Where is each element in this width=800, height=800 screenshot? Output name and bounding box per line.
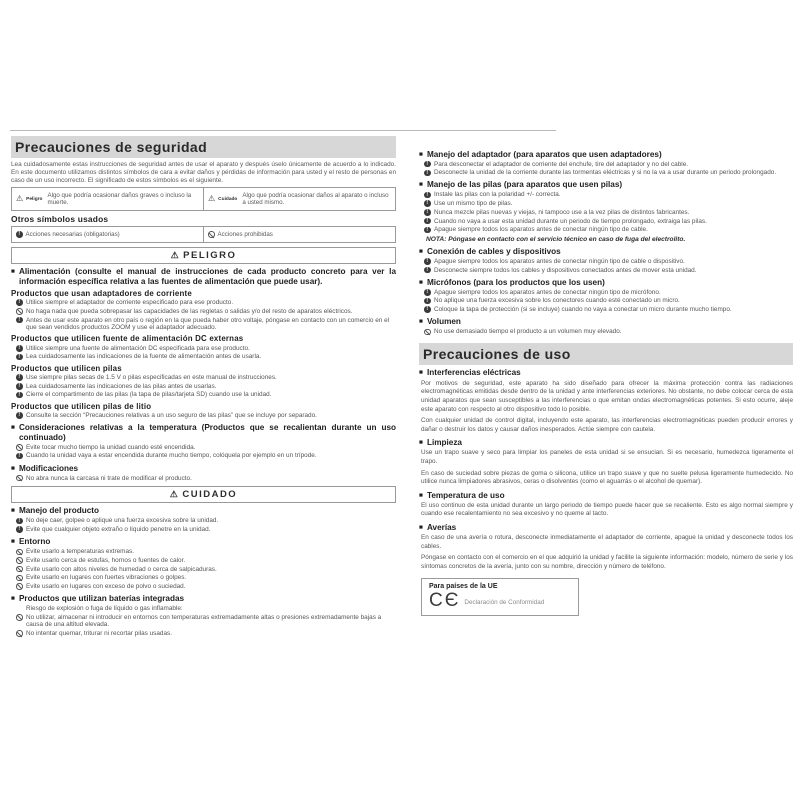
list-item-text: Desconecte siempre todos los cables y dispositivos conectados antes de mover esta unidad. — [434, 266, 697, 274]
mandatory-action-icon: ! — [424, 306, 431, 313]
body-paragraph: Con cualquier unidad de control digital, incluyendo este aparato, las interferencias electromagnéticas pueden producir errores y dañar o destruir los datos y causar daños inesperados. Actúe siempre con cautela. — [421, 417, 793, 434]
symbol-definition-table — [11, 226, 396, 243]
section-heading — [419, 491, 793, 501]
mandatory-action-icon: ! — [16, 354, 23, 361]
mandatory-action-icon: ! — [424, 258, 431, 265]
list-item-text: Instale las pilas con la polaridad +/- correcta. — [434, 191, 561, 199]
prohibited-action-icon — [16, 583, 23, 590]
section-heading — [419, 278, 793, 288]
section-square-icon: ■ — [11, 464, 15, 472]
alert-bar-label: PELIGRO — [183, 249, 237, 261]
list-item — [16, 317, 396, 332]
mandatory-action-icon: ! — [16, 231, 23, 238]
section-square-icon: ■ — [419, 278, 423, 286]
section-square-icon: ■ — [419, 439, 423, 447]
list-item — [424, 289, 793, 297]
prohibited-action-icon — [208, 231, 215, 238]
list-item — [424, 200, 793, 208]
warning-triangle-icon: ⚠ — [16, 194, 24, 203]
list-item-text: No use demasiado tiempo el producto a un volumen muy elevado. — [434, 328, 622, 336]
mandatory-action-icon: ! — [424, 170, 431, 177]
section-heading-text: Modificaciones — [18, 463, 79, 473]
mandatory-action-icon: ! — [16, 453, 23, 460]
prohibited-action-icon — [16, 308, 23, 315]
prohibited-action-icon — [424, 329, 431, 336]
body-paragraph: El uso continuo de esta unidad durante un largo periodo de tiempo puede hacer que se recaliente. Esto es algo normal siempre y cuando ese recalentamiento no sea excesivo y no queme al tacto. — [421, 501, 793, 518]
section-square-icon: ■ — [419, 318, 423, 326]
list-item-text: Utilice siempre una fuente de alimentación DC especificada para ese producto. — [26, 344, 250, 352]
list-item-text: Desconecte la unidad de la corriente durante las tormentas eléctricas y si no la va a usar durante un periodo prolongado. — [434, 169, 777, 177]
list-item-text: Lea cuidadosamente las indicaciones de las pilas antes de usarlas. — [26, 382, 217, 390]
list-item-text: No utilizar, almacenar ni introducir en entornos con temperaturas extremadamente altas o presiones extremadamente bajas a causa de una altitud elevada. — [26, 613, 382, 629]
list-item — [424, 267, 793, 275]
mandatory-action-icon: ! — [424, 227, 431, 234]
ce-mark: CЄ — [429, 589, 461, 611]
section-square-icon: ■ — [11, 595, 15, 603]
list-item — [424, 297, 793, 305]
list-item-text: No deje caer, golpee o aplique una fuerza excesiva sobre la unidad. — [26, 517, 219, 525]
list-item-text: Evite que cualquier objeto extraño o líquido penetre en la unidad. — [26, 526, 211, 534]
list-item — [16, 452, 396, 460]
section-heading — [11, 537, 396, 547]
list-item-text: Evite usarlo a temperaturas extremas. — [26, 548, 134, 556]
symbol-definition-cell — [12, 188, 203, 210]
list-item-text: No abra nunca la carcasa ni trate de modificar el producto. — [26, 474, 192, 482]
mandatory-action-icon: ! — [16, 518, 23, 525]
section-heading — [419, 247, 793, 257]
note-text: NOTA: Póngase en contacto con el servicio técnico en caso de fuga del electrolito. — [426, 236, 686, 244]
section-square-icon: ■ — [419, 523, 423, 531]
symbol-label: Cuidado — [218, 196, 238, 202]
caution-bar — [11, 486, 396, 503]
body-paragraph: Use un trapo suave y seco para limpiar los paneles de esta unidad si se ensucian. Si es necesario, humedezca ligeramente el trapo. — [421, 449, 793, 466]
list-item-text: Cierre el compartimento de las pilas (la tapa de pilas/tarjeta SD) cuando use la unidad. — [26, 391, 272, 399]
list-item — [424, 258, 793, 266]
mandatory-action-icon: ! — [16, 383, 23, 390]
mandatory-action-icon: ! — [16, 345, 23, 352]
list-item — [424, 306, 793, 314]
section-square-icon: ■ — [419, 247, 423, 255]
prohibited-action-icon — [16, 557, 23, 564]
list-item-text: Riesgo de explosión o fuga de líquido o gas inflamable: — [26, 605, 183, 613]
mandatory-action-icon: ! — [424, 161, 431, 168]
section-heading-text: Productos que utilizan baterías integradas — [18, 594, 185, 604]
list-item — [16, 630, 396, 638]
subsection-heading: Productos que utilicen fuente de alimentación DC externas — [11, 334, 244, 344]
eu-compliance-box — [421, 578, 579, 616]
section-square-icon: ■ — [11, 538, 15, 546]
list-item-text: Coloque la tapa de protección (si se incluye) cuando no vaya a conectar un micro durante mucho tiempo. — [434, 306, 732, 314]
list-item — [424, 218, 793, 226]
list-item — [16, 444, 396, 452]
symbol-label: Peligro — [26, 196, 43, 202]
list-item — [424, 169, 793, 177]
danger-bar — [11, 247, 396, 264]
list-item — [424, 226, 793, 234]
symbol-definition-cell — [12, 227, 203, 242]
symbol-definition-cell — [203, 227, 395, 242]
list-item-text: No haga nada que pueda sobrepasar las capacidades de las regletas o salidas y/o del resto de aparatos eléctricos. — [26, 307, 353, 315]
subsection-heading: Otros símbolos usados — [11, 214, 109, 224]
body-paragraph: Póngase en contacto con el comercio en el que adquirió la unidad y facilite la siguiente información: modelo, número de serie y los síntomas concretos de la avería, junto con su nombre, dirección y número de teléfono. — [421, 553, 793, 570]
list-item — [16, 383, 396, 391]
mandatory-action-icon: ! — [424, 267, 431, 274]
list-item-text: Utilice siempre el adaptador de corriente especificado para ese producto. — [26, 299, 234, 307]
list-item-text: Apague siempre todos los aparatos antes de conectar ningún tipo de cable o dispositivo. — [434, 257, 685, 265]
list-item-text: No aplique una fuerza excesiva sobre los conectores cuando esté conectado un micro. — [434, 297, 680, 305]
section-heading-text: Micrófonos (para los productos que los usen) — [426, 277, 605, 287]
list-item — [16, 412, 396, 420]
section-heading-text: Interferencias eléctricas — [426, 368, 521, 378]
section-heading-text: Volumen — [426, 317, 461, 327]
list-item-text: Para desconectar el adaptador de corriente del enchufe, tire del adaptador y no del cable. — [434, 160, 689, 168]
list-item — [16, 345, 396, 353]
symbol-description: Algo que podría ocasionar daños graves o incluso la muerte. — [47, 191, 192, 206]
list-item — [424, 328, 793, 336]
mandatory-action-icon: ! — [424, 209, 431, 216]
section-heading — [11, 464, 396, 474]
prohibited-action-icon — [16, 444, 23, 451]
symbol-description: Acciones necesarias (obligatorias) — [25, 230, 120, 238]
list-item — [16, 574, 396, 582]
list-item-text: Antes de usar este aparato en otro país o región en la que pueda haber otro voltaje, póngase en contacto con un comercio en el que sean vendidos productos ZOOM y use el adaptador adecuado. — [26, 316, 390, 332]
prohibited-action-icon — [16, 549, 23, 556]
list-item — [26, 605, 396, 613]
list-item — [16, 583, 396, 591]
mandatory-action-icon: ! — [424, 218, 431, 225]
subsection-heading: Productos que utilicen pilas de litio — [11, 401, 152, 411]
prohibited-action-icon — [16, 575, 23, 582]
mandatory-action-icon: ! — [16, 317, 23, 324]
section-square-icon: ■ — [11, 268, 15, 275]
section-heading-text: Manejo del producto — [18, 506, 99, 516]
list-item-text: Lea cuidadosamente las indicaciones de la fuente de alimentación antes de usarla. — [26, 353, 262, 361]
section-heading — [11, 267, 396, 286]
prohibited-action-icon — [16, 475, 23, 482]
list-item-text: Apague siempre todos los aparatos antes de conectar ningún tipo de cable. — [434, 226, 648, 234]
section-heading — [419, 317, 793, 327]
warning-triangle-icon: ⚠ — [208, 194, 216, 203]
warning-triangle-icon: ⚠ — [170, 249, 181, 260]
list-item-text: Cuando la unidad vaya a estar encendida durante mucho tiempo, colóquela por ejemplo en un trípode. — [26, 452, 317, 460]
section-heading-text: Consideraciones relativas a la temperatura (Productos que se recalientan durante un uso continuado) — [18, 423, 396, 442]
list-item — [424, 161, 793, 169]
mandatory-action-icon: ! — [424, 298, 431, 305]
list-item-text: Apague siempre todos los aparatos antes de conectar ningún tipo de micrófono. — [434, 288, 661, 296]
list-item-text: Evite usarlo con altos niveles de humedad o cerca de salpicaduras. — [26, 565, 217, 573]
page-divider-rule — [10, 130, 556, 131]
section-heading — [419, 180, 793, 190]
list-item — [16, 548, 396, 556]
right-column — [419, 146, 793, 616]
section-heading — [11, 506, 396, 516]
mandatory-action-icon: ! — [16, 412, 23, 419]
section-square-icon: ■ — [419, 491, 423, 499]
list-item — [16, 391, 396, 399]
mandatory-action-icon: ! — [16, 299, 23, 306]
list-item-text: Evite tocar mucho tiempo la unidad cuando esté encendida. — [26, 443, 196, 451]
section-title-bar: Precauciones de seguridad — [11, 136, 396, 158]
list-item-text: Evite usarlo cerca de estufas, hornos o fuentes de calor. — [26, 556, 186, 564]
list-item-text: Use siempre pilas secas de 1.5 V o pilas especificadas en este manual de instrucciones. — [26, 374, 277, 382]
section-heading-text: Conexión de cables y dispositivos — [426, 246, 561, 256]
list-item-text: No intentar quemar, triturar ni recortar pilas usadas. — [26, 630, 172, 638]
section-heading-text: Limpieza — [426, 438, 462, 448]
section-heading — [419, 368, 793, 378]
warning-triangle-icon: ⚠ — [169, 488, 180, 499]
symbol-definition-cell — [203, 188, 395, 210]
section-heading — [419, 523, 793, 533]
body-paragraph: En caso de una avería o rotura, desconecte inmediatamente el adaptador de corriente, apague la unidad y desconecte todos los cables. — [421, 533, 793, 550]
list-item-text: Use un mismo tipo de pilas. — [434, 200, 513, 208]
section-heading-text: Manejo del adaptador (para aparatos que usen adaptadores) — [426, 149, 662, 159]
list-item — [16, 517, 396, 525]
list-item — [16, 299, 396, 307]
intro-paragraph: Lea cuidadosamente estas instrucciones de seguridad antes de usar el aparato y después úselo únicamente de acuerdo a lo indicado. En este documento utilizamos distintos símbolos de cara a evitar daños y pérdidas de información para usted y el resto de personas en caso de un uso incorrecto. El significado de estos símbolos es el siguiente. — [11, 161, 396, 184]
subsection-heading: Productos que usan adaptadores de corriente — [11, 288, 192, 298]
list-item-text: Consulte la sección “Precauciones relativas a un uso seguro de las pilas” que se incluye por separado. — [26, 412, 317, 419]
list-item-text: Evite usarlo en lugares con fuertes vibraciones o golpes. — [26, 574, 187, 582]
section-heading — [419, 438, 793, 448]
section-square-icon: ■ — [419, 181, 423, 189]
eu-box-title: Para países de la UE — [429, 582, 498, 590]
ce-mark-row — [429, 591, 571, 610]
section-heading — [419, 150, 793, 160]
mandatory-action-icon: ! — [424, 289, 431, 296]
section-heading-text: Averías — [426, 522, 457, 532]
list-item — [16, 308, 396, 316]
mandatory-action-icon: ! — [424, 200, 431, 207]
mandatory-action-icon: ! — [424, 192, 431, 199]
list-item — [16, 374, 396, 382]
body-paragraph: En caso de suciedad sobre piezas de goma o silicona, utilice un trapo suave y que no suelte pelusa ligeramente humedecido. No utilice nunca limpiadores abrasivos, ceras o disolventes (como el aguarrás o el alcohol de quemar). — [421, 469, 793, 486]
section-square-icon: ■ — [11, 424, 15, 432]
section-heading-text: Entorno — [18, 537, 51, 547]
list-item — [16, 557, 396, 565]
list-item — [16, 353, 396, 361]
section-square-icon: ■ — [11, 507, 15, 515]
alert-bar-label: CUIDADO — [182, 488, 238, 500]
mandatory-action-icon: ! — [16, 374, 23, 381]
section-square-icon: ■ — [419, 369, 423, 377]
section-heading-text: Temperatura de uso — [426, 490, 505, 500]
list-item-text: Evite usarlo en lugares con exceso de polvo o suciedad. — [26, 582, 186, 590]
list-item-text: Nunca mezcle pilas nuevas y viejas, ni tampoco use a la vez pilas de distintos fabricantes. — [434, 208, 690, 216]
symbol-description: Acciones prohibidas — [217, 230, 273, 238]
symbol-description: Algo que podría ocasionar daños al aparato o incluso a usted mismo. — [242, 191, 389, 206]
list-item — [424, 209, 793, 217]
list-item — [424, 191, 793, 199]
declaration-text: Declaración de Conformidad — [464, 598, 545, 606]
mandatory-action-icon: ! — [16, 526, 23, 533]
subsection-heading: Productos que utilicen pilas — [11, 363, 122, 373]
list-item — [16, 526, 396, 534]
section-square-icon: ■ — [419, 150, 423, 158]
mandatory-action-icon: ! — [16, 392, 23, 399]
section-heading-text: Manejo de las pilas (para aparatos que usen pilas) — [426, 180, 623, 190]
symbol-definition-table — [11, 187, 396, 211]
prohibited-action-icon — [16, 566, 23, 573]
prohibited-action-icon — [16, 630, 23, 637]
section-heading — [11, 423, 396, 442]
list-item-text: Cuando no vaya a usar esta unidad durante un periodo de tiempo prolongado, extraiga las pilas. — [434, 217, 707, 225]
left-column — [11, 136, 396, 639]
section-heading — [11, 594, 396, 604]
body-paragraph: Por motivos de seguridad, este aparato ha sido diseñado para ofrecer la máxima protección contra las radiaciones electromagnéticas emitidas desde dentro de la unidad y ante interferencias exteriores. No obstante, no debe colocar cerca de esta unidad aparatos que sean susceptibles a las interferencias o que emitan ondas electromagnéticas potentes. Si esto ocurre, aleje este aparato con respecto al otro dispositivo todo lo posible. — [421, 379, 793, 413]
section-title-bar: Precauciones de uso — [419, 343, 793, 365]
prohibited-action-icon — [16, 614, 23, 621]
section-heading-text: Alimentación (consulte el manual de instrucciones de cada producto concreto para ver la información específica relativa a las fuentes de alimentación que puede usar). — [18, 267, 396, 286]
list-item — [16, 475, 396, 483]
list-item — [16, 614, 396, 629]
list-item — [16, 566, 396, 574]
